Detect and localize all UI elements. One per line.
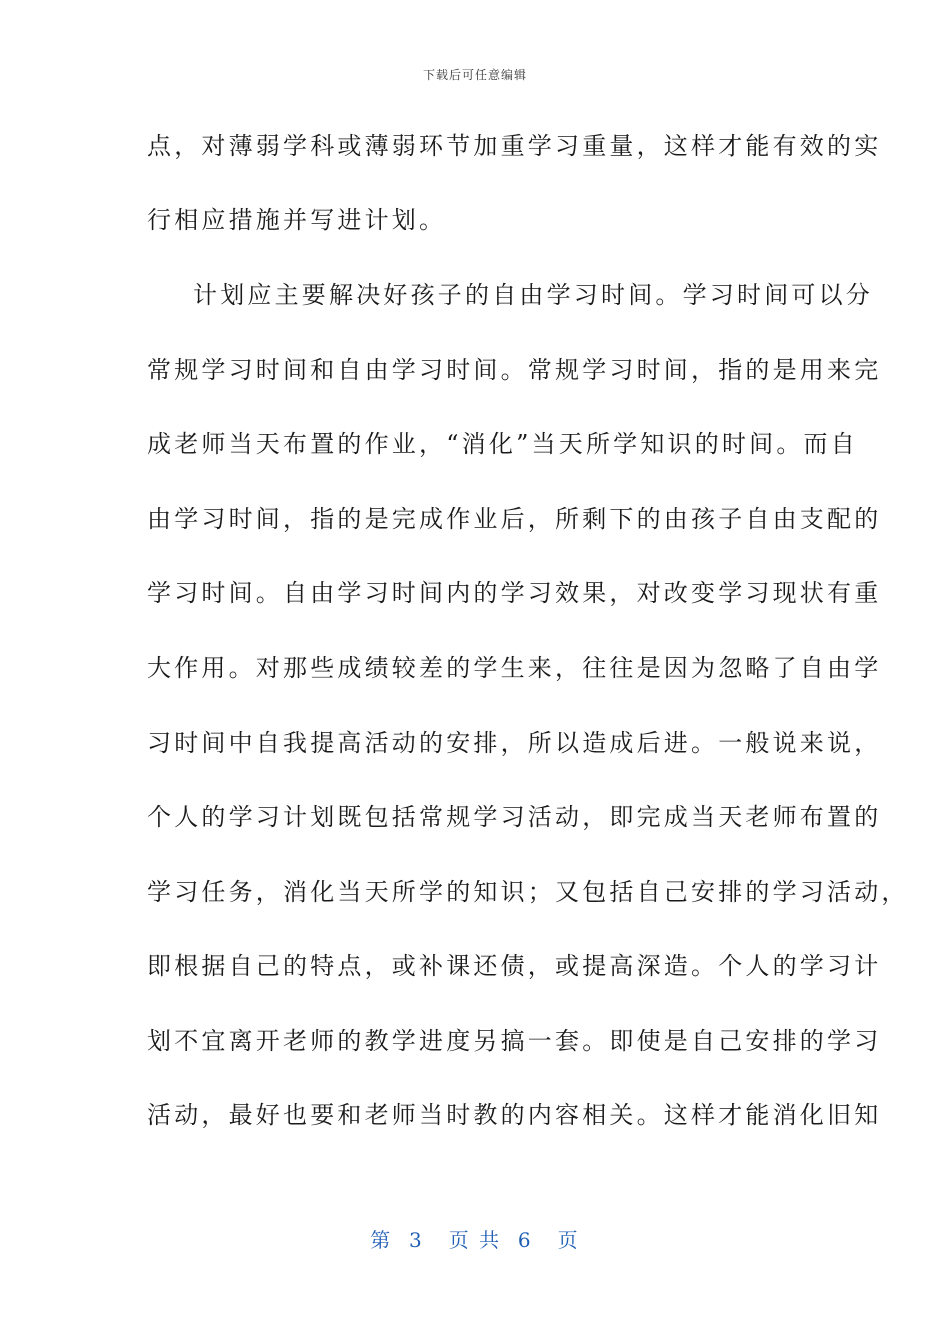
body-line-7: 学习时间。自由学习时间内的学习效果，对改变学习现状有重 [147,579,882,607]
body-line-4: 常规学习时间和自由学习时间。常规学习时间，指的是用来完 [147,356,882,384]
download-note: 下载后可任意编辑 [422,68,527,82]
body-line-14: 活动，最好也要和老师当时教的内容相关。这样才能消化旧知 [147,1101,882,1129]
body-line-9: 习时间中自我提高活动的安排，所以造成后进。一般说来说， [147,729,882,757]
body-line-3: 计划应主要解决好孩子的自由学习时间。学习时间可以分 [193,281,873,309]
page-number: 第 3 页 共 6 页 [370,1228,580,1252]
body-line-6: 由学习时间，指的是完成作业后，所剩下的由孩子自由支配的 [147,505,882,533]
body-line-1: 点，对薄弱学科或薄弱环节加重学习重量，这样才能有效的实 [147,132,882,160]
body-line-5: 成老师当天布置的作业，“消化”当天所学知识的时间。而自 [147,430,858,458]
body-line-11: 学习任务，消化当天所学的知识；又包括自己安排的学习活动， [147,878,909,906]
body-line-12: 即根据自己的特点，或补课还债，或提高深造。个人的学习计 [147,952,882,980]
body-line-10: 个人的学习计划既包括常规学习活动，即完成当天老师布置的 [147,803,882,831]
body-line-13: 划不宜离开老师的教学进度另搞一套。即使是自己安排的学习 [147,1027,882,1055]
body-line-8: 大作用。对那些成绩较差的学生来，往往是因为忽略了自由学 [147,654,882,682]
body-line-2: 行相应措施并写进计划。 [147,206,447,234]
